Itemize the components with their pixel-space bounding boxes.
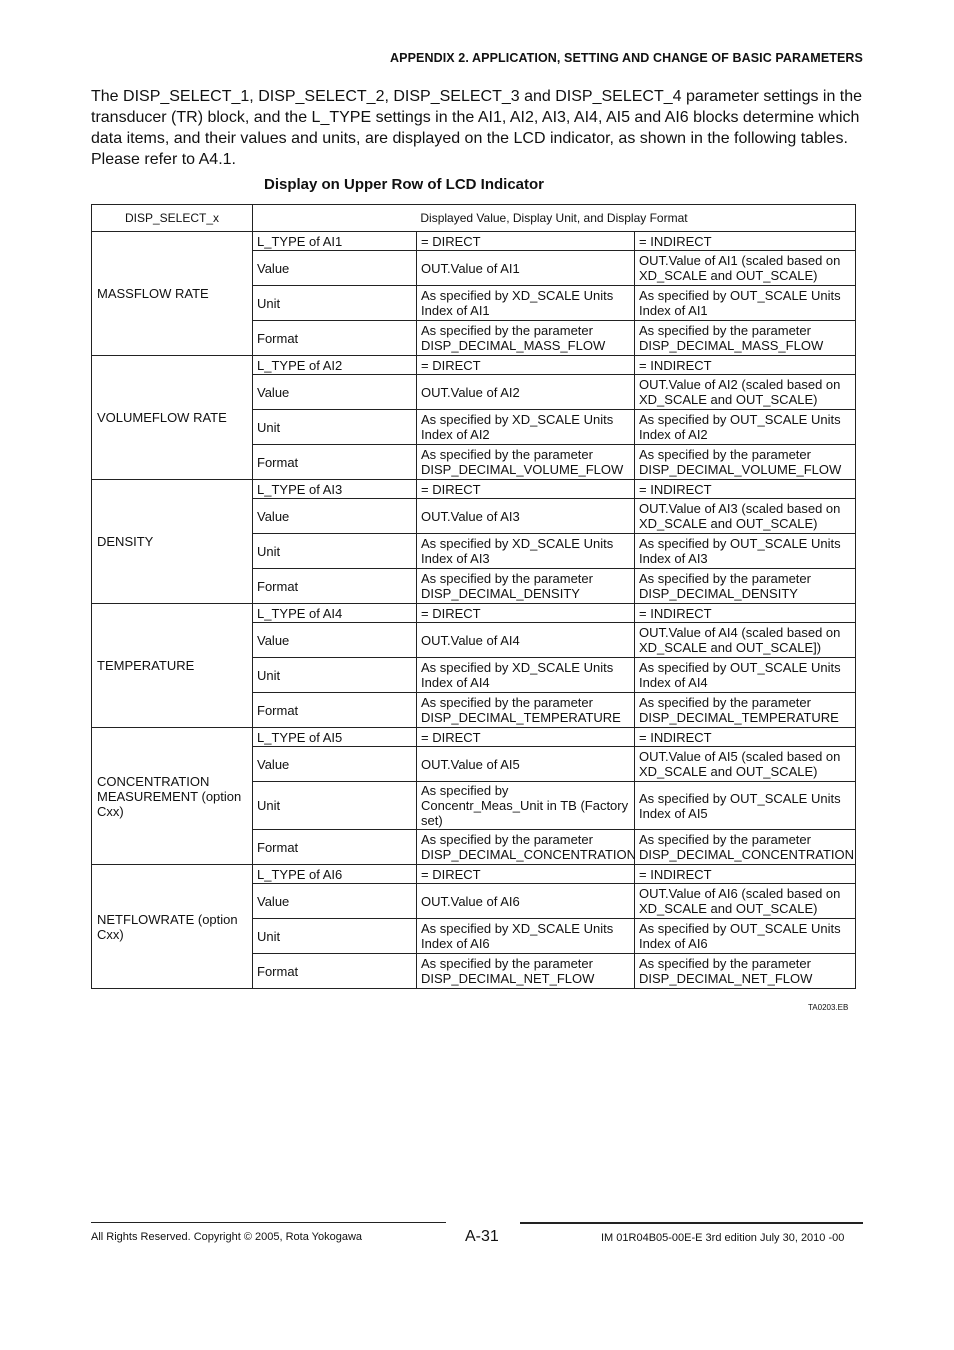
table-row	[92, 604, 856, 623]
indirect-cell: = INDIRECT	[635, 480, 856, 499]
group-label: MASSFLOW RATE	[92, 232, 253, 356]
table-row	[92, 232, 856, 251]
group-label: VOLUMEFLOW RATE	[92, 356, 253, 480]
table-header-row	[92, 205, 856, 232]
row-label-cell: Value	[253, 499, 417, 534]
intro-paragraph: The DISP_SELECT_1, DISP_SELECT_2, DISP_SELECT_3 and DISP_SELECT_4 parameter settings in the transducer (TR) block, and the L_TYPE settings in the AI1, AI2, AI3, AI4, AI5 and AI6 blocks determine which data items, and their values and units, are displayed on the LCD indicator, as shown in the following tables. Please refer to A4.1.	[91, 88, 863, 168]
row-label-cell: Format	[253, 954, 417, 989]
row-label-cell: Unit	[253, 534, 417, 569]
footer-doc-id: IM 01R04B05-00E-E 3rd edition July 30, 2010 -00	[601, 1232, 845, 1244]
direct-cell: OUT.Value of AI3	[417, 499, 635, 534]
row-label-cell: Format	[253, 445, 417, 480]
row-label-cell: Unit	[253, 782, 417, 830]
direct-cell: = DIRECT	[417, 604, 635, 623]
direct-cell: As specified by Concentr_Meas_Unit in TB (Factory set)	[417, 782, 635, 830]
row-label-cell: Unit	[253, 919, 417, 954]
direct-cell: OUT.Value of AI2	[417, 375, 635, 410]
indirect-cell: = INDIRECT	[635, 356, 856, 375]
row-label-cell: Format	[253, 693, 417, 728]
indirect-cell: As specified by OUT_SCALE Units Index of AI6	[635, 919, 856, 954]
direct-cell: As specified by XD_SCALE Units Index of AI3	[417, 534, 635, 569]
footer-rule-left	[91, 1222, 446, 1223]
indirect-cell: As specified by the parameter DISP_DECIMAL_DENSITY	[635, 569, 856, 604]
row-label-cell: Format	[253, 569, 417, 604]
direct-cell: As specified by the parameter DISP_DECIMAL_TEMPERATURE	[417, 693, 635, 728]
lcd-display-table	[91, 204, 856, 989]
row-label-cell: Value	[253, 884, 417, 919]
indirect-cell: = INDIRECT	[635, 865, 856, 884]
indirect-cell: OUT.Value of AI4 (scaled based on XD_SCALE and OUT_SCALE])	[635, 623, 856, 658]
row-label-cell: L_TYPE of AI3	[253, 480, 417, 499]
footer-copyright: All Rights Reserved. Copyright © 2005, Rota Yokogawa	[91, 1231, 363, 1243]
page-header: APPENDIX 2. APPLICATION, SETTING AND CHANGE OF BASIC PARAMETERS	[390, 51, 863, 65]
indirect-cell: OUT.Value of AI1 (scaled based on XD_SCALE and OUT_SCALE)	[635, 251, 856, 286]
table-row	[92, 865, 856, 884]
indirect-cell: = INDIRECT	[635, 232, 856, 251]
indirect-cell: As specified by OUT_SCALE Units Index of AI1	[635, 286, 856, 321]
direct-cell: As specified by XD_SCALE Units Index of AI6	[417, 919, 635, 954]
group-label: NETFLOWRATE (option Cxx)	[92, 865, 253, 989]
direct-cell: = DIRECT	[417, 232, 635, 251]
direct-cell: = DIRECT	[417, 356, 635, 375]
indirect-cell: As specified by the parameter DISP_DECIMAL_CONCENTRATION	[635, 830, 856, 865]
table-caption: Display on Upper Row of LCD Indicator	[264, 176, 545, 193]
group-label: TEMPERATURE	[92, 604, 253, 728]
table-row	[92, 480, 856, 499]
footer-rule-right	[520, 1222, 863, 1224]
page-number: A-31	[465, 1228, 499, 1245]
indirect-cell: = INDIRECT	[635, 604, 856, 623]
indirect-cell: OUT.Value of AI2 (scaled based on XD_SCALE and OUT_SCALE)	[635, 375, 856, 410]
indirect-cell: As specified by the parameter DISP_DECIMAL_VOLUME_FLOW	[635, 445, 856, 480]
header-disp-select: DISP_SELECT_x	[92, 205, 253, 232]
row-label-cell: Value	[253, 747, 417, 782]
direct-cell: OUT.Value of AI6	[417, 884, 635, 919]
row-label-cell: Value	[253, 375, 417, 410]
header-displayed-value: Displayed Value, Display Unit, and Display Format	[253, 205, 856, 232]
direct-cell: As specified by the parameter DISP_DECIMAL_NET_FLOW	[417, 954, 635, 989]
direct-cell: As specified by XD_SCALE Units Index of AI4	[417, 658, 635, 693]
indirect-cell: As specified by OUT_SCALE Units Index of AI4	[635, 658, 856, 693]
indirect-cell: As specified by the parameter DISP_DECIMAL_MASS_FLOW	[635, 321, 856, 356]
indirect-cell: = INDIRECT	[635, 728, 856, 747]
row-label-cell: L_TYPE of AI1	[253, 232, 417, 251]
row-label-cell: Value	[253, 251, 417, 286]
row-label-cell: L_TYPE of AI2	[253, 356, 417, 375]
indirect-cell: As specified by OUT_SCALE Units Index of AI5	[635, 782, 856, 830]
table-row	[92, 356, 856, 375]
direct-cell: = DIRECT	[417, 480, 635, 499]
indirect-cell: As specified by the parameter DISP_DECIMAL_TEMPERATURE	[635, 693, 856, 728]
direct-cell: As specified by the parameter DISP_DECIMAL_CONCENTRATION	[417, 830, 635, 865]
indirect-cell: As specified by OUT_SCALE Units Index of AI2	[635, 410, 856, 445]
direct-cell: As specified by XD_SCALE Units Index of AI1	[417, 286, 635, 321]
row-label-cell: Format	[253, 321, 417, 356]
direct-cell: As specified by the parameter DISP_DECIMAL_DENSITY	[417, 569, 635, 604]
direct-cell: OUT.Value of AI4	[417, 623, 635, 658]
direct-cell: = DIRECT	[417, 865, 635, 884]
row-label-cell: Unit	[253, 286, 417, 321]
group-label: DENSITY	[92, 480, 253, 604]
row-label-cell: L_TYPE of AI5	[253, 728, 417, 747]
indirect-cell: As specified by OUT_SCALE Units Index of AI3	[635, 534, 856, 569]
direct-cell: OUT.Value of AI5	[417, 747, 635, 782]
direct-cell: As specified by the parameter DISP_DECIMAL_VOLUME_FLOW	[417, 445, 635, 480]
row-label-cell: Value	[253, 623, 417, 658]
table-reference-tag: TA0203.EB	[808, 1003, 849, 1012]
row-label-cell: Unit	[253, 410, 417, 445]
indirect-cell: OUT.Value of AI6 (scaled based on XD_SCALE and OUT_SCALE)	[635, 884, 856, 919]
direct-cell: OUT.Value of AI1	[417, 251, 635, 286]
indirect-cell: OUT.Value of AI3 (scaled based on XD_SCALE and OUT_SCALE)	[635, 499, 856, 534]
group-label: CONCENTRATION MEASUREMENT (option Cxx)	[92, 728, 253, 865]
row-label-cell: L_TYPE of AI4	[253, 604, 417, 623]
row-label-cell: Format	[253, 830, 417, 865]
indirect-cell: OUT.Value of AI5 (scaled based on XD_SCALE and OUT_SCALE)	[635, 747, 856, 782]
direct-cell: As specified by XD_SCALE Units Index of AI2	[417, 410, 635, 445]
direct-cell: = DIRECT	[417, 728, 635, 747]
row-label-cell: Unit	[253, 658, 417, 693]
indirect-cell: As specified by the parameter DISP_DECIMAL_NET_FLOW	[635, 954, 856, 989]
row-label-cell: L_TYPE of AI6	[253, 865, 417, 884]
table-row	[92, 728, 856, 747]
direct-cell: As specified by the parameter DISP_DECIMAL_MASS_FLOW	[417, 321, 635, 356]
